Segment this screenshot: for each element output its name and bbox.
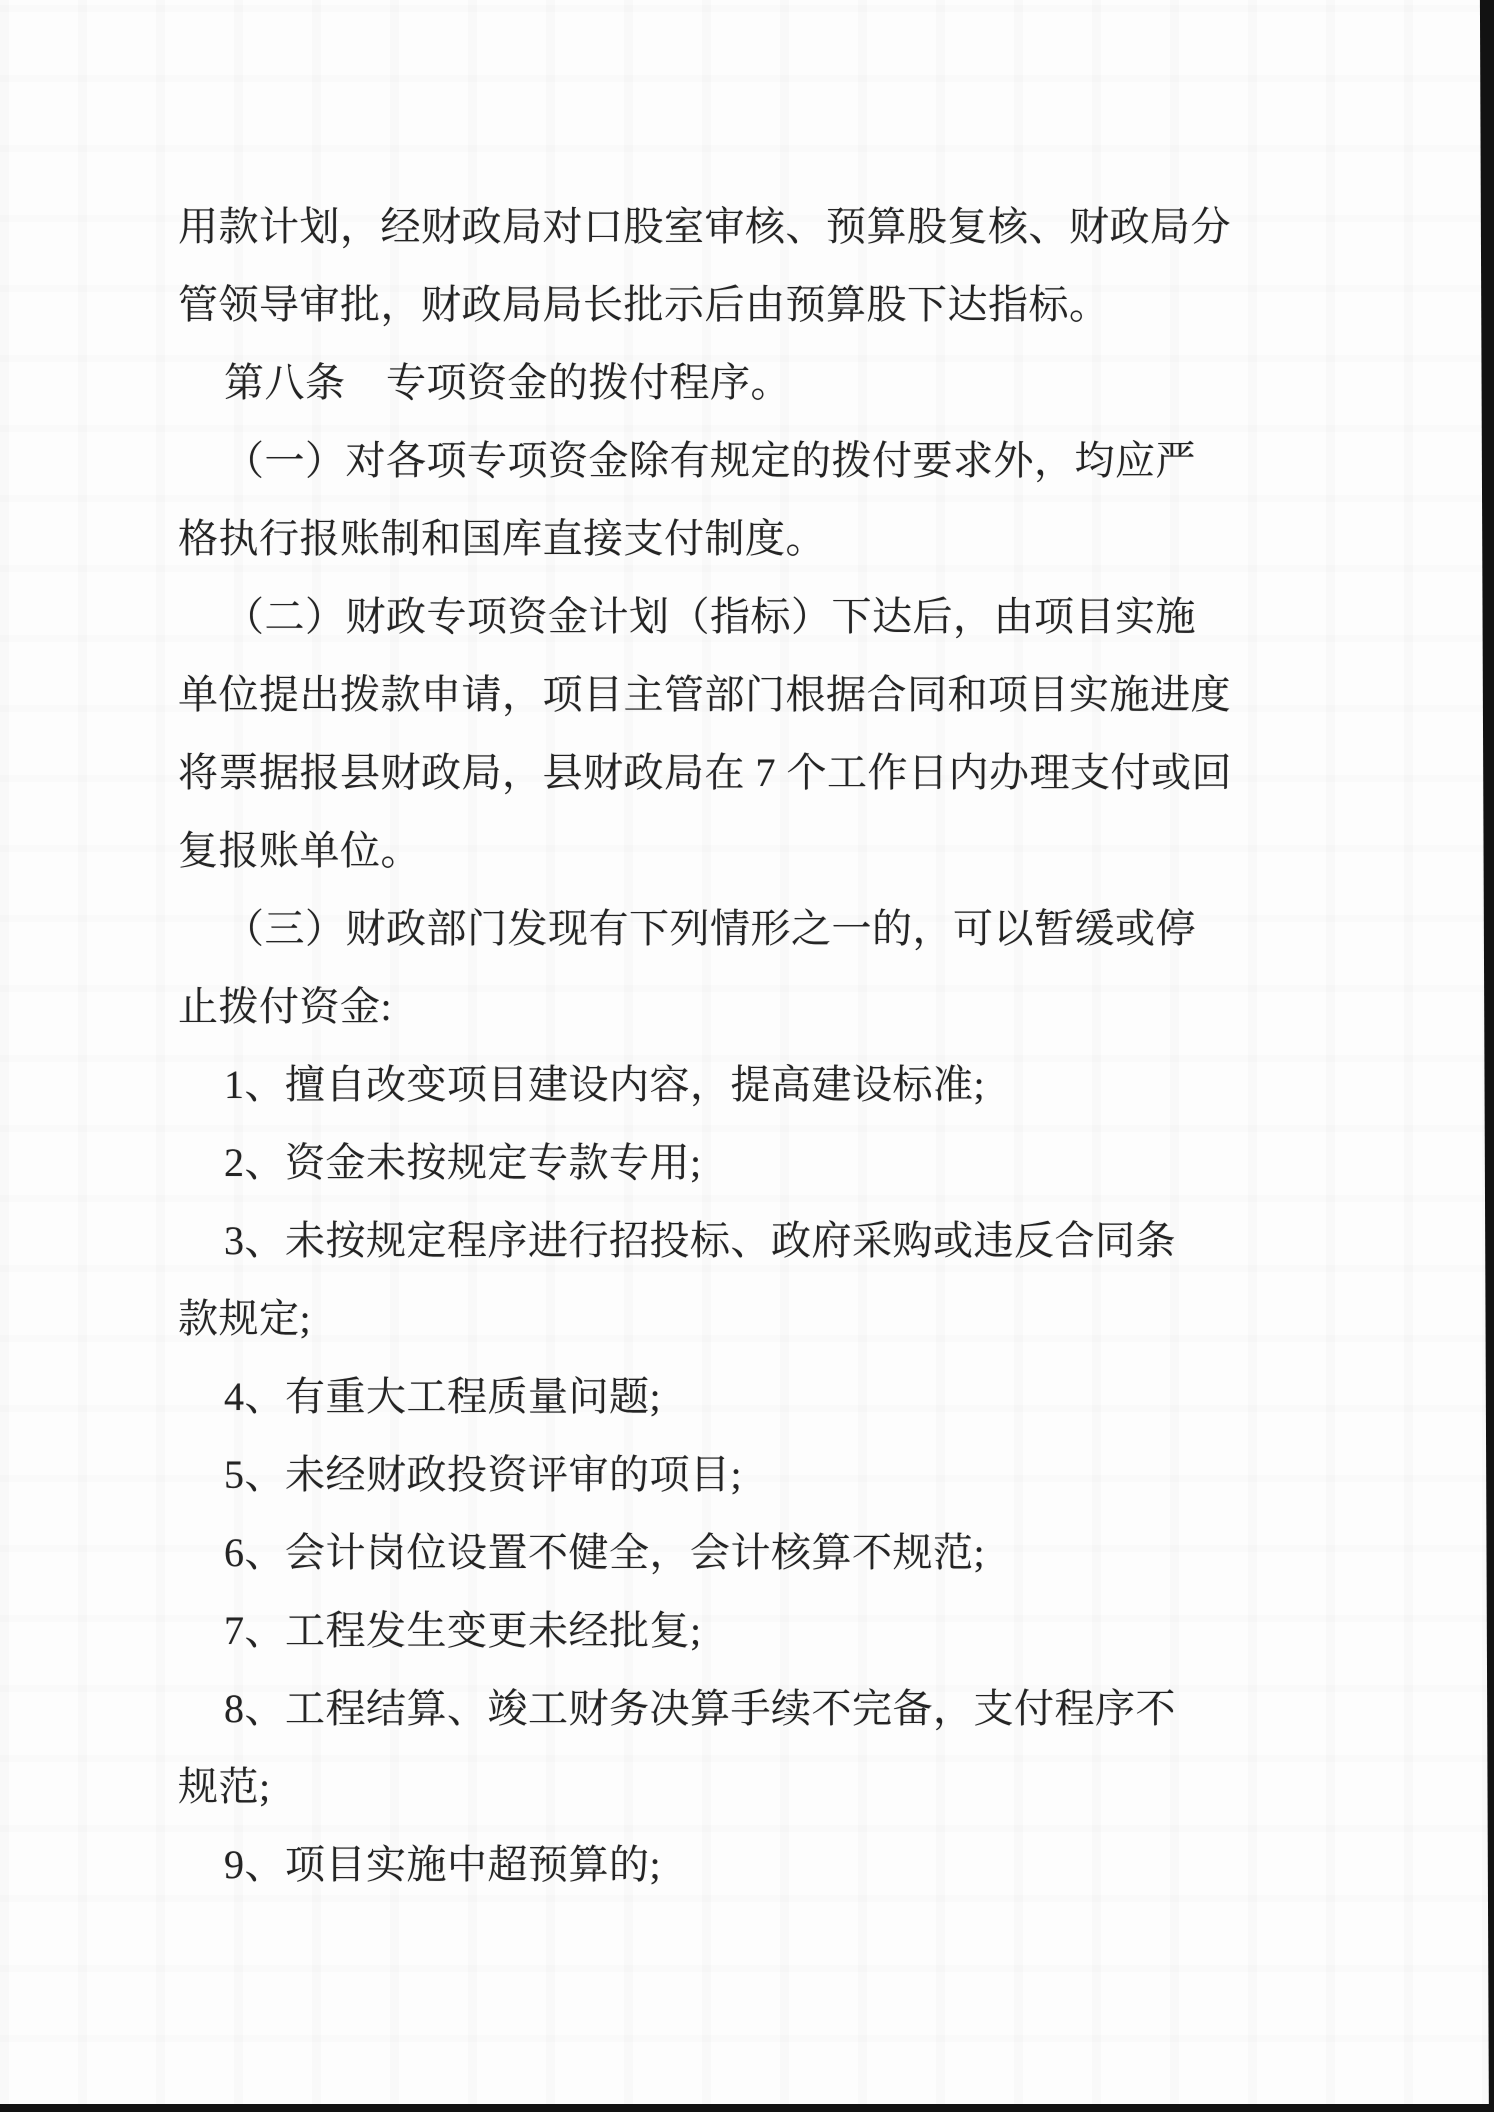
text-line-4: （一）对各项专项资金除有规定的拨付要求外，均应严 (224, 438, 1196, 483)
text-line-19-item-7: 7、工程发生变更未经批复; (224, 1608, 702, 1653)
text-line-12-item-1: 1、擅自改变项目建设内容，提高建设标准; (224, 1062, 986, 1107)
text-line-16-item-4: 4、有重大工程质量问题; (224, 1374, 662, 1419)
text-line-15: 款规定; (178, 1296, 312, 1341)
text-line-11: 止拨付资金: (178, 984, 393, 1029)
text-line-5: 格执行报账制和国库直接支付制度。 (178, 516, 826, 561)
text-line-10: （三）财政部门发现有下列情形之一的，可以暂缓或停 (224, 906, 1196, 951)
text-line-18-item-6: 6、会计岗位设置不健全，会计核算不规范; (224, 1530, 986, 1575)
text-line-3-article-8-heading: 第八条 专项资金的拨付程序。 (224, 360, 791, 405)
scan-edge-bottom (0, 2104, 1494, 2112)
text-line-9: 复报账单位。 (178, 828, 421, 873)
text-line-17-item-5: 5、未经财政投资评审的项目; (224, 1452, 743, 1497)
text-line-7: 单位提出拨款申请，项目主管部门根据合同和项目实施进度 (178, 672, 1231, 717)
text-line-1: 用款计划，经财政局对口股室审核、预算股复核、财政局分 (178, 204, 1231, 249)
text-line-13-item-2: 2、资金未按规定专款专用; (224, 1140, 702, 1185)
scan-edge-right (1478, 0, 1494, 2112)
text-line-21: 规范; (178, 1764, 271, 1809)
text-line-14-item-3: 3、未按规定程序进行招投标、政府采购或违反合同条 (224, 1218, 1176, 1263)
text-line-22-item-9: 9、项目实施中超预算的; (224, 1842, 662, 1887)
text-line-20-item-8: 8、工程结算、竣工财务决算手续不完备，支付程序不 (224, 1686, 1176, 1731)
document-body (178, 188, 1388, 1904)
text-line-6: （二）财政专项资金计划（指标）下达后，由项目实施 (224, 594, 1196, 639)
text-line-2: 管领导审批，财政局局长批示后由预算股下达指标。 (178, 282, 1110, 327)
text-line-8: 将票据报县财政局，县财政局在 7 个工作日内办理支付或回 (178, 750, 1232, 795)
